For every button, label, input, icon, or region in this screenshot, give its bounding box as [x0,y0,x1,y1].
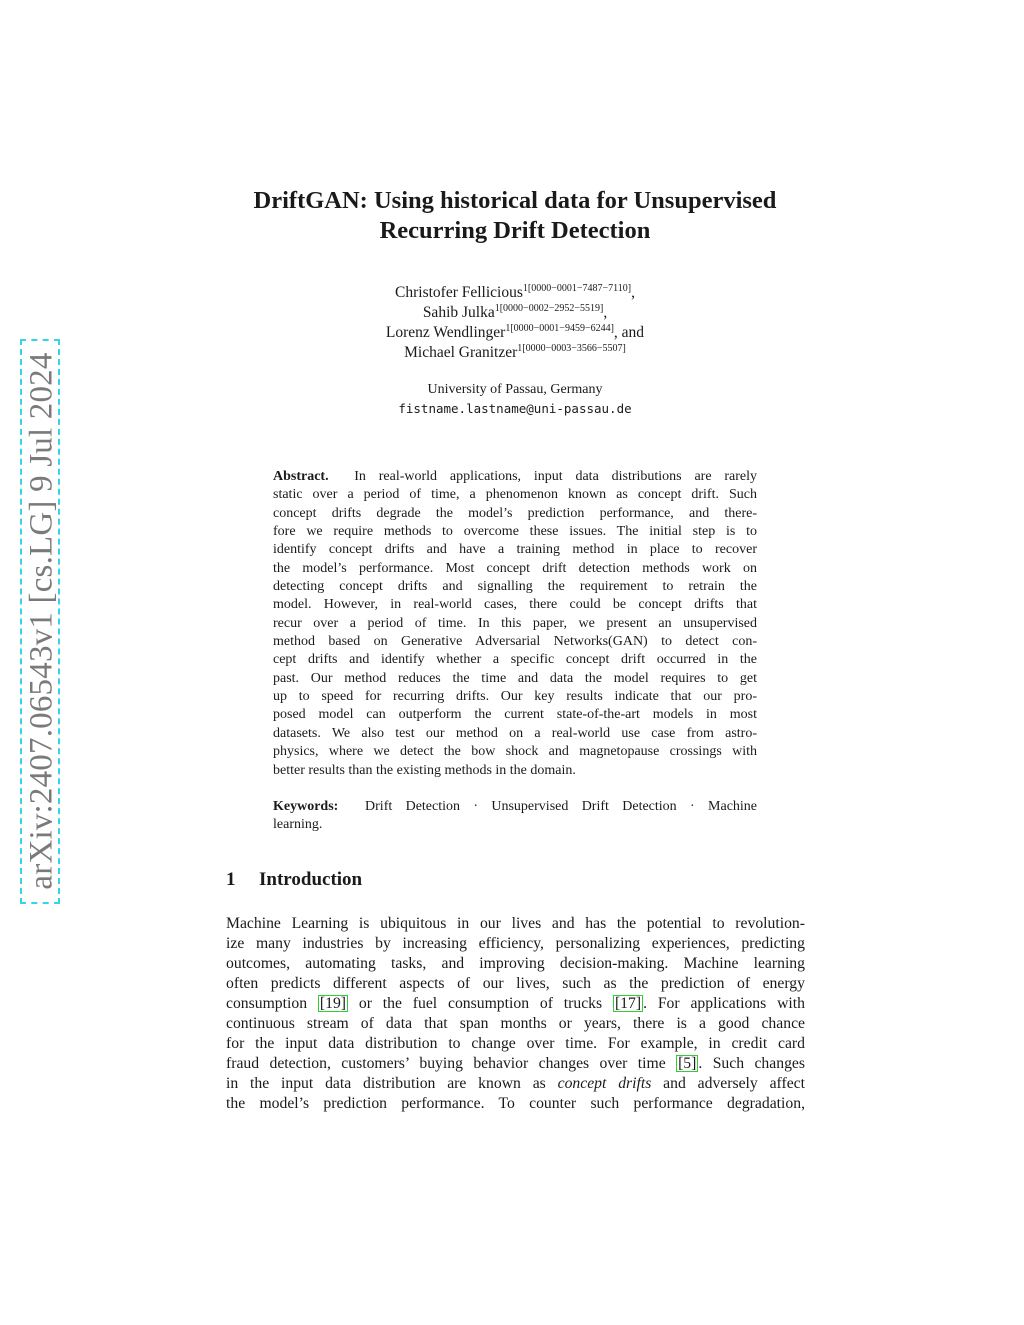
author-4 [300,343,730,363]
citation-link-5[interactable]: [5] [678,1055,697,1072]
author-email[interactable]: fistname.lastname@uni-passau.de [398,401,632,416]
keywords [273,798,757,835]
abstract [273,468,757,780]
body-line: for the input data distribution to change over time. For example, in credit card [226,1035,805,1052]
keywords-line: learning. [273,817,323,833]
abstract-line: static over a period of time, a phenomenon known as concept drift. Such [273,487,757,503]
body-line: consumption [19] or the fuel consumption of trucks [17] . For applications with [226,995,805,1012]
abstract-line: past. Our method reduces the time and data the model requires to get [273,670,757,686]
affiliation-block [300,380,730,418]
author-orcid[interactable]: 1[0000−0003−3566−5507] [517,343,626,354]
body-line: the model’s prediction performance. To counter such performance degradation, [226,1095,805,1112]
abstract-line: the model’s performance. Most concept drift detection methods work on [273,560,757,576]
abstract-line: identify concept drifts and have a training method in place to recover [273,542,757,558]
author-list [300,283,730,363]
author-separator: , [603,304,608,321]
abstract-line: up to speed for recurring drifts. Our key results indicate that our pro- [273,689,757,705]
author-1 [300,283,730,303]
citation-link-19[interactable]: [19] [319,995,347,1012]
body-line: Machine Learning is ubiquitous in our lives and has the potential to revolution- [226,915,805,932]
author-orcid[interactable]: 1[0000−0001−7487−7110] [522,283,632,294]
emphasis-concept-drifts: concept drifts [557,1075,652,1092]
abstract-line: Abstract. In real-world applications, input data distributions are rarely [273,469,757,484]
author-separator: , [631,284,635,301]
title-line-2: Recurring Drift Detection [379,217,651,244]
abstract-line: better results than the existing methods in the domain. [273,762,576,778]
body-line: in the input data distribution are known as concept drifts and adversely affect [226,1075,805,1092]
abstract-line: model. However, in real-world cases, there could be concept drifts that [273,597,757,613]
keywords-label: Keywords: [273,799,339,814]
paper-title [180,186,850,246]
abstract-label: Abstract. [273,469,329,484]
affiliation: University of Passau, Germany [427,382,603,397]
body-line: continuous stream of data that span months or years, there is a good chance [226,1015,805,1032]
introduction-paragraph [226,914,805,1114]
author-name: Michael Granitzer [404,344,518,361]
title-line-1: DriftGAN: Using historical data for Unsupervised [253,187,777,214]
arxiv-identifier[interactable]: arXiv:2407.06543v1 [cs.LG] 9 Jul 2024 [23,352,60,890]
section-heading [226,869,362,891]
author-name: Lorenz Wendlinger [385,324,506,341]
author-name: Sahib Julka [422,304,495,321]
body-line: outcomes, automating tasks, and improving decision-making. Machine learning [226,955,805,972]
author-2 [300,303,730,323]
body-line: fraud detection, customers’ buying behavior changes over time [5] . Such changes [226,1055,805,1072]
abstract-line: recur over a period of time. In this paper, we present an unsupervised [273,615,757,631]
section-title: Introduction [259,869,363,890]
keywords-line: Keywords: Drift Detection · Unsupervised Drift Detection · Machine [273,799,758,814]
abstract-line: cept drifts and identify whether a specific concept drift occurred in the [273,652,757,668]
body-line: ize many industries by increasing efficiency, personalizing experiences, predicting [226,935,805,952]
abstract-line: fore we require methods to overcome these issues. The initial step is to [273,524,757,540]
author-name: Christofer Fellicious [395,284,523,301]
abstract-line: posed model can outperform the current state-of-the-art models in most [273,707,757,723]
section-number: 1 [226,869,236,890]
abstract-line: method based on Generative Adversarial Networks(GAN) to detect con- [273,634,757,650]
abstract-line: physics, where we detect the bow shock and magnetopause crossings with [273,744,757,760]
abstract-line: datasets. We also test our method on a real-world use case from astro- [273,725,757,741]
abstract-line: concept drifts degrade the model’s prediction performance, and there- [273,505,757,521]
body-line: often predicts different aspects of our lives, such as the prediction of energy [226,975,805,992]
author-orcid[interactable]: 1[0000−0002−2952−5519] [494,303,604,314]
abstract-line: detecting concept drifts and signalling the requirement to retrain the [273,579,757,595]
author-orcid[interactable]: 1[0000−0001−9459−6244] [505,323,614,334]
author-3 [300,323,730,343]
author-separator: , and [613,324,645,341]
citation-link-17[interactable]: [17] [614,995,642,1012]
